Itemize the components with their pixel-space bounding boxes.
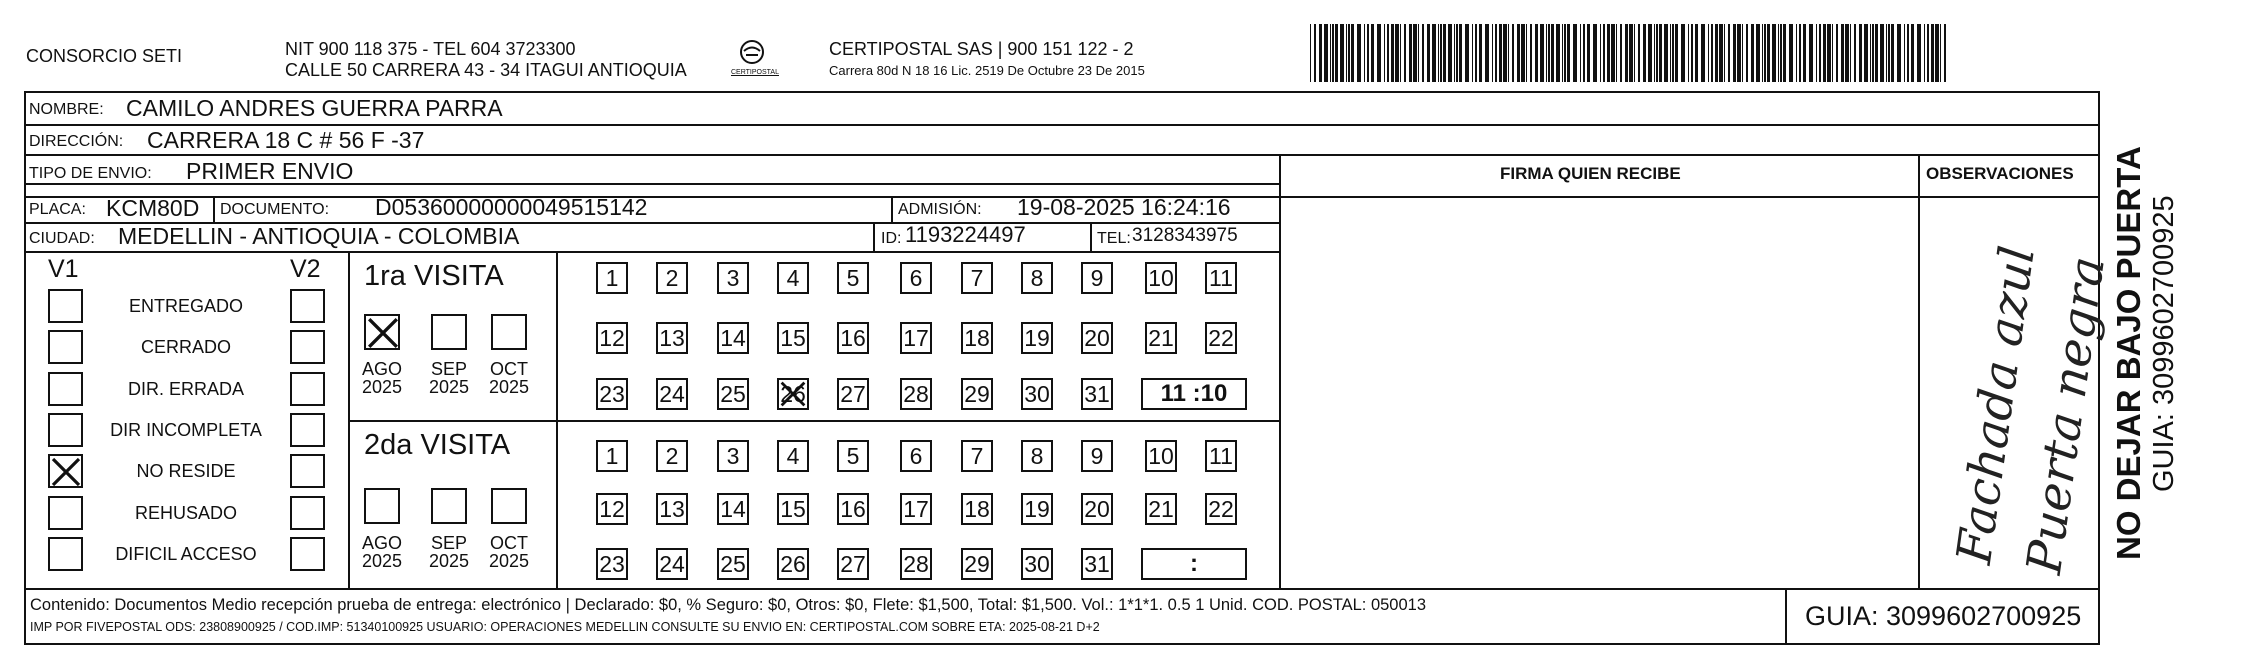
barcode-bar xyxy=(1850,24,1851,82)
first-visit-day-box[interactable]: 31 xyxy=(1081,378,1113,410)
first-visit-month-year: 2025 xyxy=(361,377,403,397)
barcode-bar xyxy=(1659,24,1662,82)
second-visit-day-box[interactable]: 19 xyxy=(1021,493,1053,525)
first-visit-day-box[interactable]: 30 xyxy=(1021,378,1053,410)
second-visit-day-box[interactable]: 31 xyxy=(1081,548,1113,580)
document-value: D05360000000049515142 xyxy=(375,194,648,220)
barcode-bar xyxy=(1737,24,1741,82)
first-visit-day-box[interactable]: 29 xyxy=(961,378,993,410)
barcode-bar xyxy=(1927,24,1929,82)
first-visit-day-box[interactable]: 11 xyxy=(1205,262,1237,294)
barcode-bar xyxy=(1742,24,1743,82)
barcode-bar xyxy=(1517,24,1520,82)
ship-type: PRIMER ENVIO xyxy=(186,158,354,184)
status-label: ENTREGADO xyxy=(128,296,243,316)
barcode-bar xyxy=(1340,24,1344,82)
barcode-bar xyxy=(1836,24,1838,82)
recipient-name: CAMILO ANDRES GUERRA PARRA xyxy=(126,95,503,121)
barcode-bar xyxy=(1521,24,1525,82)
barcode-bar xyxy=(1803,24,1806,82)
barcode-bar xyxy=(1917,24,1921,82)
barcode-bar xyxy=(1422,24,1424,82)
barcode-bar xyxy=(1364,24,1365,82)
second-visit-day-box[interactable]: 20 xyxy=(1081,493,1113,525)
second-visit-month-checkbox[interactable] xyxy=(431,488,467,524)
barcode-bar xyxy=(1438,24,1439,82)
barcode-bar xyxy=(1691,24,1693,82)
first-visit-month-year: 2025 xyxy=(488,377,530,397)
barcode-bar xyxy=(1413,24,1417,82)
second-visit-day-box[interactable]: 29 xyxy=(961,548,993,580)
second-visit-day-box[interactable]: 3 xyxy=(717,440,749,472)
barcode-bar xyxy=(1603,24,1605,82)
second-visit-month-name: OCT xyxy=(490,533,528,553)
second-visit-day-box[interactable]: 7 xyxy=(961,440,993,472)
status-label: DIR. ERRADA xyxy=(127,379,244,399)
first-visit-day-box[interactable]: 18 xyxy=(961,322,993,354)
second-visit-day-box[interactable]: 5 xyxy=(837,440,869,472)
barcode-bar xyxy=(1472,24,1473,82)
second-visit-day-box[interactable]: 8 xyxy=(1021,440,1053,472)
barcode-bar xyxy=(1371,24,1374,82)
barcode-bar xyxy=(1465,24,1469,82)
barcode-bar xyxy=(1607,24,1610,82)
barcode-bar xyxy=(1767,24,1770,82)
barcode-bar xyxy=(1888,24,1890,82)
barcode-bar xyxy=(1580,24,1581,82)
barcode-bar xyxy=(1625,24,1628,82)
barcode-bar xyxy=(1864,24,1868,82)
barcode-bar xyxy=(1384,24,1385,82)
barcode-bar xyxy=(1778,24,1779,82)
admission-value: 19-08-2025 16:24:16 xyxy=(1017,194,1231,220)
barcode-bar xyxy=(1643,24,1646,82)
first-visit-day-box[interactable]: 15 xyxy=(777,322,809,354)
barcode-bar xyxy=(1799,24,1801,82)
first-visit-day-box[interactable]: 19 xyxy=(1021,322,1053,354)
barcode-bar xyxy=(1551,24,1554,82)
observation-handwritten-2: Puerta negra xyxy=(2016,253,2116,578)
barcode-bar xyxy=(1351,24,1354,82)
barcode-bar xyxy=(1845,24,1849,82)
second-visit-day-box[interactable]: 21 xyxy=(1145,493,1177,525)
barcode-bar xyxy=(1454,24,1455,82)
barcode-bar xyxy=(1841,24,1844,82)
city-value: MEDELLIN - ANTIOQUIA - COLOMBIA xyxy=(118,223,520,249)
barcode-bar xyxy=(1503,24,1507,82)
second-visit-day-box[interactable]: 10 xyxy=(1145,440,1177,472)
id-label: ID: xyxy=(881,230,902,247)
address-label: DIRECCIÓN: xyxy=(29,133,124,150)
barcode-bar xyxy=(1783,24,1786,82)
second-visit-title: 2da VISITA xyxy=(364,429,511,461)
barcode-bar xyxy=(1629,24,1633,82)
barcode-bar xyxy=(1348,24,1350,82)
barcode-bar xyxy=(1715,24,1718,82)
barcode-bar xyxy=(1492,24,1493,82)
barcode-bar xyxy=(1675,24,1678,82)
side-warning: NO DEJAR BAJO PUERTA xyxy=(2110,146,2147,560)
barcode-bar xyxy=(1944,24,1946,82)
first-visit-day-box[interactable]: 21 xyxy=(1145,322,1177,354)
first-visit-day-box[interactable]: 5 xyxy=(837,262,869,294)
barcode-bar xyxy=(1924,24,1925,82)
courier-name: CERTIPOSTAL SAS | 900 151 122 - 2 xyxy=(829,39,1134,59)
ship-type-label: TIPO DE ENVIO: xyxy=(29,165,152,182)
barcode xyxy=(1310,24,1950,82)
barcode-bar xyxy=(1870,24,1871,82)
first-visit-day-box[interactable]: 12 xyxy=(596,322,628,354)
first-visit-day-box[interactable]: 10 xyxy=(1145,262,1177,294)
v2-checkbox[interactable] xyxy=(290,330,325,364)
barcode-bar xyxy=(1556,24,1560,82)
check-mark-icon xyxy=(779,380,807,408)
barcode-bar xyxy=(1756,24,1760,82)
check-mark-icon xyxy=(366,316,400,350)
barcode-bar xyxy=(1535,24,1538,82)
second-visit-day-box[interactable]: 12 xyxy=(596,493,628,525)
barcode-bar xyxy=(1526,24,1527,82)
barcode-bar xyxy=(1695,24,1698,82)
barcode-bar xyxy=(1827,24,1831,82)
status-label: CERRADO xyxy=(140,337,231,357)
barcode-bar xyxy=(1823,24,1826,82)
barcode-bar xyxy=(1708,24,1709,82)
v2-checkbox[interactable] xyxy=(290,372,325,406)
first-visit-day-box[interactable]: 27 xyxy=(837,378,869,410)
barcode-bar xyxy=(1664,24,1668,82)
first-visit-day-box[interactable]: 28 xyxy=(900,378,932,410)
barcode-bar xyxy=(1935,24,1939,82)
company-nit: NIT 900 118 375 - TEL 604 3723300 xyxy=(285,39,576,59)
first-visit-month-year: 2025 xyxy=(428,377,470,397)
first-visit-day-box[interactable]: 14 xyxy=(717,322,749,354)
barcode-bar xyxy=(1427,24,1430,82)
second-visit-month-checkbox[interactable] xyxy=(491,488,527,524)
first-visit-title: 1ra VISITA xyxy=(364,260,504,292)
barcode-bar xyxy=(1891,24,1894,82)
company-address: CALLE 50 CARRERA 43 - 34 ITAGUI ANTIOQUIA xyxy=(285,60,687,80)
barcode-bar xyxy=(1330,24,1331,82)
v2-checkbox[interactable] xyxy=(290,537,325,571)
barcode-bar xyxy=(1562,24,1563,82)
barcode-bar xyxy=(1616,24,1617,82)
barcode-bar xyxy=(1832,24,1833,82)
v1-checkbox[interactable] xyxy=(48,330,83,364)
barcode-bar xyxy=(1701,24,1705,82)
barcode-bar xyxy=(1367,24,1369,82)
barcode-bar xyxy=(1886,24,1887,82)
barcode-bar xyxy=(1724,24,1725,82)
barcode-bar xyxy=(1593,24,1597,82)
second-visit-month-year: 2025 xyxy=(361,551,403,571)
v1-checkbox[interactable] xyxy=(48,537,83,571)
first-visit-month-name: AGO xyxy=(361,359,402,379)
second-visit-month-name: SEP xyxy=(430,533,468,553)
second-visit-day-box[interactable]: 11 xyxy=(1205,440,1237,472)
barcode-bar xyxy=(1564,24,1566,82)
barcode-bar xyxy=(1546,24,1547,82)
barcode-bar xyxy=(1611,24,1615,82)
barcode-bar xyxy=(1443,24,1446,82)
barcode-bar xyxy=(1746,24,1748,82)
second-visit-day-box[interactable]: 9 xyxy=(1081,440,1113,472)
first-visit-day-box[interactable]: 7 xyxy=(961,262,993,294)
first-visit-month-checkbox[interactable] xyxy=(491,314,527,350)
barcode-bar xyxy=(1400,24,1401,82)
second-visit-day-box[interactable]: 13 xyxy=(656,493,688,525)
barcode-bar xyxy=(1499,24,1502,82)
barcode-bar xyxy=(1314,24,1316,82)
second-visit-day-box[interactable]: 24 xyxy=(656,548,688,580)
barcode-bar xyxy=(1508,24,1509,82)
v2-label: V2 xyxy=(290,255,321,283)
certipostal-logo xyxy=(728,38,779,82)
barcode-bar xyxy=(1335,24,1338,82)
observations-label: OBSERVACIONES xyxy=(1926,164,2074,183)
first-visit-time-box[interactable]: 11 :10 xyxy=(1141,378,1247,410)
barcode-bar xyxy=(1404,24,1406,82)
first-visit-day-box[interactable]: 26 xyxy=(777,378,809,410)
v2-checkbox[interactable] xyxy=(290,496,325,530)
barcode-bar xyxy=(1395,24,1399,82)
second-visit-day-box[interactable]: 16 xyxy=(837,493,869,525)
signature-label: FIRMA QUIEN RECIBE xyxy=(1500,164,1681,183)
barcode-bar xyxy=(1391,24,1394,82)
admission-label: ADMISIÓN: xyxy=(898,201,982,218)
company-name: CONSORCIO SETI xyxy=(26,46,183,66)
signature-area[interactable] xyxy=(1281,197,1918,588)
second-visit-month-checkbox[interactable] xyxy=(364,488,400,524)
barcode-bar xyxy=(1319,24,1322,82)
second-visit-day-box[interactable]: 28 xyxy=(900,548,932,580)
barcode-bar xyxy=(1540,24,1544,82)
document-label: DOCUMENTO: xyxy=(220,201,330,218)
barcode-bar xyxy=(1654,24,1655,82)
barcode-bar xyxy=(1854,24,1856,82)
second-visit-month-name: AGO xyxy=(361,533,402,553)
plate-label: PLACA: xyxy=(29,201,86,218)
second-visit-day-box[interactable]: 22 xyxy=(1205,493,1237,525)
barcode-bar xyxy=(1600,24,1601,82)
v1-checkbox[interactable] xyxy=(48,454,83,488)
first-visit-month-name: OCT xyxy=(490,359,528,379)
barcode-bar xyxy=(1672,24,1674,82)
barcode-bar xyxy=(1681,24,1685,82)
first-visit-day-box[interactable]: 1 xyxy=(596,262,628,294)
barcode-bar xyxy=(1409,24,1412,82)
barcode-bar xyxy=(1448,24,1452,82)
first-visit-day-box[interactable]: 20 xyxy=(1081,322,1113,354)
city-label: CIUDAD: xyxy=(29,230,95,247)
barcode-bar xyxy=(1573,24,1577,82)
barcode-bar xyxy=(1620,24,1622,82)
barcode-bar xyxy=(1688,24,1689,82)
barcode-bar xyxy=(1479,24,1482,82)
first-visit-day-box[interactable]: 23 xyxy=(596,378,628,410)
second-visit-day-box[interactable]: 27 xyxy=(837,548,869,580)
barcode-bar xyxy=(1495,24,1497,82)
status-label: DIFICIL ACCESO xyxy=(115,544,257,564)
second-visit-day-box[interactable]: 18 xyxy=(961,493,993,525)
v1-checkbox[interactable] xyxy=(48,289,83,323)
barcode-bar xyxy=(1940,24,1941,82)
second-visit-day-box[interactable]: 4 xyxy=(777,440,809,472)
barcode-bar xyxy=(1762,24,1763,82)
first-visit-day-box[interactable]: 16 xyxy=(837,322,869,354)
first-visit-month-checkbox[interactable] xyxy=(364,314,400,350)
check-mark-icon xyxy=(50,456,82,488)
second-visit-day-box[interactable]: 15 xyxy=(777,493,809,525)
tel-label: TEL: xyxy=(1097,230,1131,247)
barcode-bar xyxy=(1456,24,1458,82)
barcode-bar xyxy=(1634,24,1635,82)
first-visit-day-box[interactable]: 2 xyxy=(656,262,688,294)
barcode-bar xyxy=(1475,24,1477,82)
first-visit-month-name: SEP xyxy=(430,359,468,379)
first-visit-day-box[interactable]: 9 xyxy=(1081,262,1113,294)
side-guia: GUIA: 3099602700925 xyxy=(2148,195,2180,492)
barcode-bar xyxy=(1324,24,1328,82)
barcode-bar xyxy=(1772,24,1776,82)
barcode-bar xyxy=(1387,24,1389,82)
barcode-bar xyxy=(1512,24,1514,82)
second-visit-month-year: 2025 xyxy=(488,551,530,571)
barcode-bar xyxy=(1377,24,1381,82)
second-visit-day-box[interactable]: 26 xyxy=(777,548,809,580)
footer-guia: GUIA: 3099602700925 xyxy=(1805,601,2082,631)
id-value: 1193224497 xyxy=(905,222,1026,247)
barcode-bar xyxy=(1670,24,1671,82)
v2-checkbox[interactable] xyxy=(290,413,325,447)
barcode-bar xyxy=(1780,24,1782,82)
v1-checkbox[interactable] xyxy=(48,413,83,447)
barcode-bar xyxy=(1583,24,1585,82)
plate-value: KCM80D xyxy=(106,195,200,221)
barcode-bar xyxy=(1587,24,1590,82)
first-visit-day-box[interactable]: 6 xyxy=(900,262,932,294)
second-visit-time-box[interactable]: : xyxy=(1141,548,1247,580)
second-visit-month-year: 2025 xyxy=(428,551,470,571)
v2-checkbox[interactable] xyxy=(290,289,325,323)
barcode-bar xyxy=(1897,24,1901,82)
barcode-bar xyxy=(1880,24,1884,82)
first-visit-day-box[interactable]: 17 xyxy=(900,322,932,354)
barcode-bar xyxy=(1459,24,1462,82)
first-visit-day-box[interactable]: 3 xyxy=(717,262,749,294)
second-visit-day-box[interactable]: 1 xyxy=(596,440,628,472)
second-visit-day-box[interactable]: 30 xyxy=(1021,548,1053,580)
barcode-bar xyxy=(1711,24,1713,82)
barcode-bar xyxy=(1789,24,1793,82)
barcode-bar xyxy=(1548,24,1550,82)
tel-value: 3128343975 xyxy=(1132,225,1238,246)
v2-checkbox[interactable] xyxy=(290,454,325,488)
barcode-bar xyxy=(1872,24,1874,82)
barcode-bar xyxy=(1418,24,1419,82)
barcode-bar xyxy=(1809,24,1813,82)
second-visit-day-box[interactable]: 6 xyxy=(900,440,932,472)
barcode-bar xyxy=(1567,24,1570,82)
barcode-bar xyxy=(1733,24,1736,82)
barcode-bar xyxy=(1907,24,1909,82)
v1-checkbox[interactable] xyxy=(48,372,83,406)
observation-handwritten-1: Fachada azul xyxy=(1946,242,2047,568)
barcode-bar xyxy=(1530,24,1532,82)
barcode-bar xyxy=(1796,24,1797,82)
barcode-bar xyxy=(1656,24,1658,82)
second-visit-day-box[interactable]: 2 xyxy=(656,440,688,472)
barcode-bar xyxy=(1751,24,1754,82)
first-visit-day-box[interactable]: 24 xyxy=(656,378,688,410)
barcode-bar xyxy=(1440,24,1442,82)
name-label: NOMBRE: xyxy=(29,101,104,118)
first-visit-day-box[interactable]: 25 xyxy=(717,378,749,410)
barcode-bar xyxy=(1911,24,1914,82)
barcode-bar xyxy=(1875,24,1878,82)
barcode-bar xyxy=(1904,24,1905,82)
first-visit-day-box[interactable]: 8 xyxy=(1021,262,1053,294)
barcode-bar xyxy=(1346,24,1347,82)
barcode-bar xyxy=(1728,24,1730,82)
recipient-address: CARRERA 18 C # 56 F -37 xyxy=(147,127,425,153)
second-visit-day-box[interactable]: 14 xyxy=(717,493,749,525)
barcode-bar xyxy=(1357,24,1361,82)
second-visit-day-box[interactable]: 25 xyxy=(717,548,749,580)
barcode-bar xyxy=(1819,24,1821,82)
barcode-bar xyxy=(1332,24,1334,82)
barcode-bar xyxy=(1432,24,1436,82)
barcode-bar xyxy=(1764,24,1766,82)
footer-content-line: Contenido: Documentos Medio recepción prueba de entrega: electrónico | Declarado: $0, % Seguro: $0, Otros: $0, Flete: $1,500, Total: $1,500. Vol.: 1*1*1. 0.5 1 Unid. COD. POSTAL: 050013 xyxy=(30,596,1427,614)
v1-checkbox[interactable] xyxy=(48,496,83,530)
status-label: DIR INCOMPLETA xyxy=(110,420,262,440)
barcode-bar xyxy=(1816,24,1817,82)
status-label: NO RESIDE xyxy=(136,461,236,481)
barcode-bar xyxy=(1310,24,1311,82)
status-label: REHUSADO xyxy=(134,503,237,523)
barcode-bar xyxy=(1719,24,1723,82)
courier-license: Carrera 80d N 18 16 Lic. 2519 De Octubre 23 De 2015 xyxy=(829,63,1145,78)
logo-text: CERTIPOSTAL xyxy=(731,69,779,76)
second-visit-day-box[interactable]: 17 xyxy=(900,493,932,525)
barcode-bar xyxy=(1859,24,1862,82)
footer-print-line: IMP POR FIVEPOSTAL ODS: 23808900925 / COD.IMP: 51340100925 USUARIO: OPERACIONES MEDELLIN CONSULTE SU ENVIO EN: CERTIPOSTAL.COM SOBRE ETA: 2025-08-21 D+2 xyxy=(30,620,1100,634)
first-visit-day-box[interactable]: 13 xyxy=(656,322,688,354)
first-visit-month-checkbox[interactable] xyxy=(431,314,467,350)
first-visit-day-box[interactable]: 4 xyxy=(777,262,809,294)
barcode-bar xyxy=(1648,24,1652,82)
second-visit-day-box[interactable]: 23 xyxy=(596,548,628,580)
first-visit-day-box[interactable]: 22 xyxy=(1205,322,1237,354)
v1-label: V1 xyxy=(48,255,79,283)
barcode-bar xyxy=(1485,24,1489,82)
barcode-bar xyxy=(1931,24,1934,82)
barcode-bar xyxy=(1638,24,1640,82)
